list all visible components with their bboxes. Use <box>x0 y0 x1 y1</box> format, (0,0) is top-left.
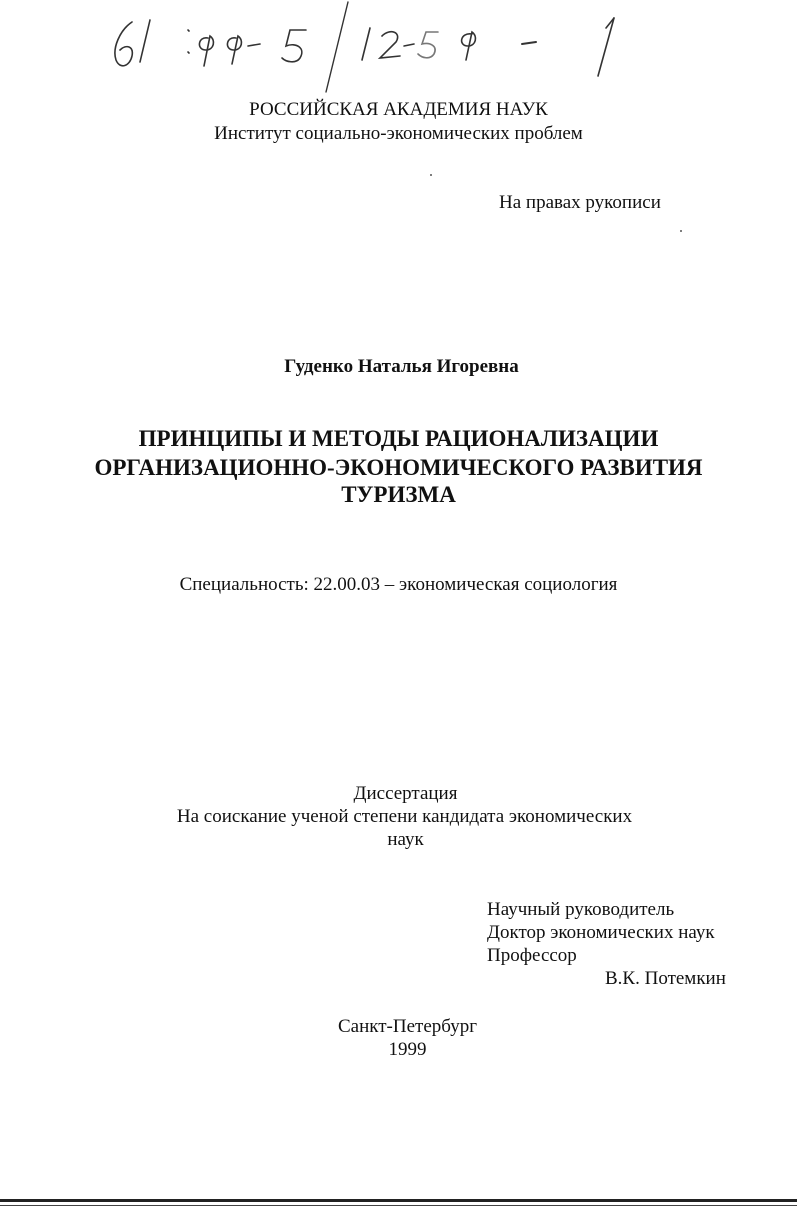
supervisor-degree: Доктор экономических наук <box>487 922 715 943</box>
title-line-2: ОРГАНИЗАЦИОННО-ЭКОНОМИЧЕСКОГО РАЗВИТИЯ <box>94 455 703 480</box>
scan-speck <box>680 230 682 232</box>
academy-name: РОССИЙСКАЯ АКАДЕМИЯ НАУК <box>249 99 548 120</box>
title-line-3: ТУРИЗМА <box>341 482 456 507</box>
supervisor-rank: Профессор <box>487 945 577 966</box>
author-name: Гуденко Наталья Игоревна <box>284 356 519 377</box>
supervisor-role: Научный руководитель <box>487 899 675 920</box>
specialty: Специальность: 22.00.03 – экономическая социология <box>179 574 618 595</box>
supervisor-name: В.К. Потемкин <box>605 968 726 989</box>
institute-name: Институт социально-экономических проблем <box>214 123 583 144</box>
scan-edge-line-thin <box>0 1205 797 1206</box>
city: Санкт-Петербург <box>337 1016 477 1037</box>
scan-speck <box>430 174 432 176</box>
year: 1999 <box>388 1039 427 1060</box>
degree-line-1: На соискание ученой степени кандидата экономических <box>176 806 633 827</box>
title-line-1: ПРИНЦИПЫ И МЕТОДЫ РАЦИОНАЛИЗАЦИИ <box>138 426 659 451</box>
scan-edge-line <box>0 1199 797 1202</box>
manuscript-note: На правах рукописи <box>499 192 661 213</box>
handwritten-archive-number <box>100 0 640 95</box>
dissertation-label: Диссертация <box>353 783 458 804</box>
degree-line-2: наук <box>387 829 424 850</box>
